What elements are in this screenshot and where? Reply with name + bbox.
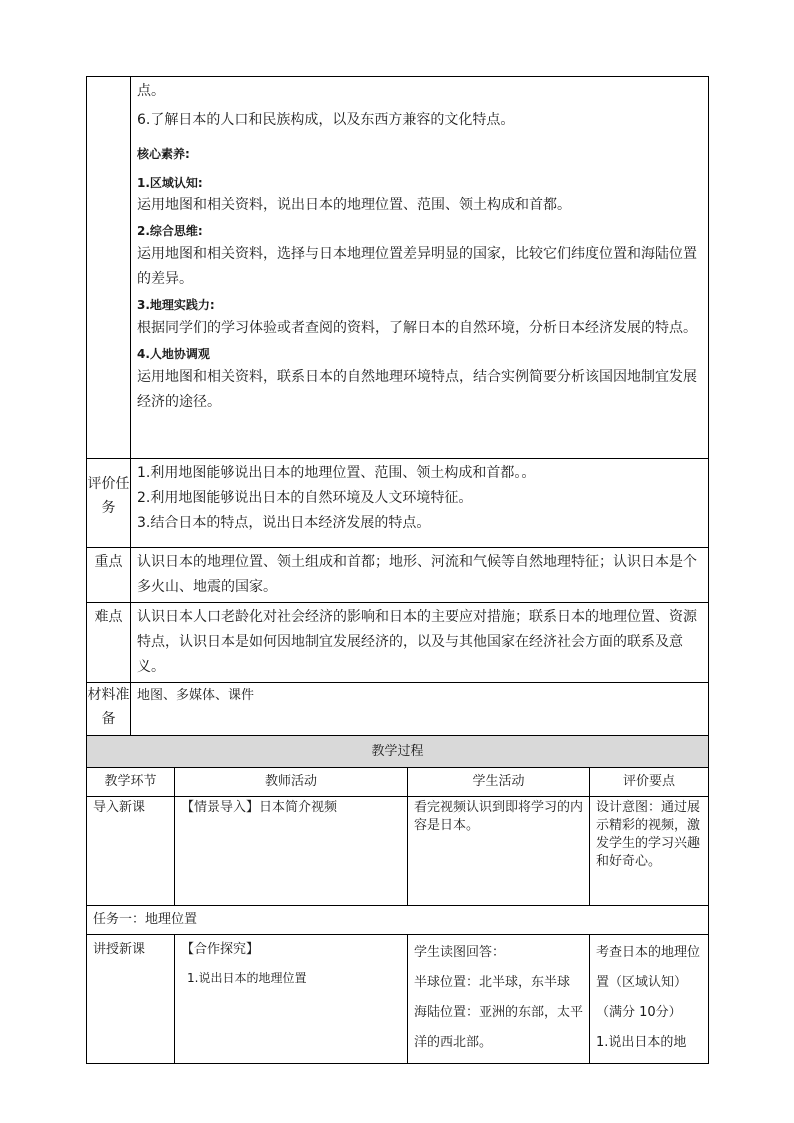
literacy-3-text: 根据同学们的学习体验或者查阅的资料，了解日本的自然环境，分析日本经济发展的特点。	[137, 320, 697, 336]
intro-stage: 导入新课	[87, 797, 175, 906]
core-literacy-title: 核心素养:	[137, 147, 190, 161]
header-eval: 评价要点	[590, 768, 709, 797]
header-teacher: 教师活动	[175, 768, 408, 797]
evaluation-cell	[131, 459, 709, 548]
evaluation-label: 评价任务	[87, 459, 131, 548]
materials-text: 地图、多媒体、课件	[131, 683, 709, 736]
literacy-2-text: 运用地图和相关资料，选择与日本地理位置差异明显的国家，比较它们纬度位置和海陆位置的差异。	[137, 246, 697, 287]
evaluation-row	[87, 459, 709, 548]
lecture-eval-line-3: 1.说出日本的地	[596, 1035, 687, 1050]
intro-row	[87, 797, 709, 906]
objective-continuation: 点。	[137, 83, 165, 99]
process-title-row	[87, 736, 709, 768]
lecture-stage: 讲授新课	[87, 935, 175, 1064]
process-title: 教学过程	[87, 736, 709, 768]
difficult-points-row	[87, 603, 709, 683]
lecture-eval-line-2: （满分 10分）	[596, 1005, 682, 1020]
lecture-teacher-title: 【合作探究】	[181, 942, 260, 957]
lecture-student-cell	[408, 935, 590, 1064]
lecture-eval-cell	[590, 935, 709, 1064]
key-points-text: 认识日本的地理位置、领土组成和首都；地形、河流和气候等自然地理特征；认识日本是个多火山、地震的国家。	[131, 548, 709, 603]
lecture-student-hemisphere: 半球位置：北半球，东半球	[414, 975, 571, 990]
lecture-student-title: 学生读图回答：	[414, 945, 506, 960]
lecture-teacher-item: 1.说出日本的地理位置	[187, 971, 307, 985]
literacy-4-text: 运用地图和相关资料，联系日本的自然地理环境特点，结合实例简要分析该国因地制宜发展经济的途径。	[137, 369, 697, 410]
literacy-2-title: 2.综合思维:	[137, 224, 203, 238]
key-points-row	[87, 548, 709, 603]
lecture-student-sea-land: 海陆位置：亚洲的东部，太平洋的西北部。	[414, 1005, 584, 1050]
task1-row	[87, 906, 709, 935]
difficult-points-label: 难点	[87, 603, 131, 683]
evaluation-item-2: 2.利用地图能够说出日本的自然环境及人文环境特征。	[137, 490, 473, 506]
literacy-1-title: 1.区域认知:	[137, 176, 203, 190]
literacy-3-title: 3.地理实践力:	[137, 298, 215, 312]
materials-label: 材料准备	[87, 683, 131, 736]
evaluation-item-1: 1.利用地图能够说出日本的地理位置、范围、领土构成和首都。。	[137, 465, 536, 481]
intro-eval: 设计意图：通过展示精彩的视频，激发学生的学习兴趣和好奇心。	[590, 797, 709, 906]
lecture-eval-line-1: 考查日本的地理位置（区域认知）	[596, 945, 701, 990]
intro-student: 看完视频认识到即将学习的内容是日本。	[408, 797, 590, 906]
objectives-label-cell	[87, 77, 131, 459]
lecture-teacher-cell	[175, 935, 408, 1064]
intro-teacher: 【情景导入】日本简介视频	[175, 797, 408, 906]
evaluation-item-3: 3.结合日本的特点，说出日本经济发展的特点。	[137, 515, 431, 531]
lesson-plan-table	[86, 76, 709, 1064]
lecture-row	[87, 935, 709, 1064]
literacy-1-text: 运用地图和相关资料，说出日本的地理位置、范围、领土构成和首都。	[137, 197, 571, 213]
difficult-points-text: 认识日本人口老龄化对社会经济的影响和日本的主要应对措施；联系日本的地理位置、资源特点，认识日本是如何因地制宜发展经济的，以及与其他国家在经济社会方面的联系及意义。	[131, 603, 709, 683]
materials-row	[87, 683, 709, 736]
header-student: 学生活动	[408, 768, 590, 797]
objective-item-6: 6.了解日本的人口和民族构成，以及东西方兼容的文化特点。	[137, 112, 515, 128]
key-points-label: 重点	[87, 548, 131, 603]
objectives-row	[87, 77, 709, 459]
header-stage: 教学环节	[87, 768, 175, 797]
objectives-cell	[131, 77, 709, 459]
task1-title: 任务一：地理位置	[87, 906, 709, 935]
literacy-4-title: 4.人地协调观	[137, 347, 210, 361]
lesson-plan-page	[86, 76, 708, 1064]
process-header-row	[87, 768, 709, 797]
